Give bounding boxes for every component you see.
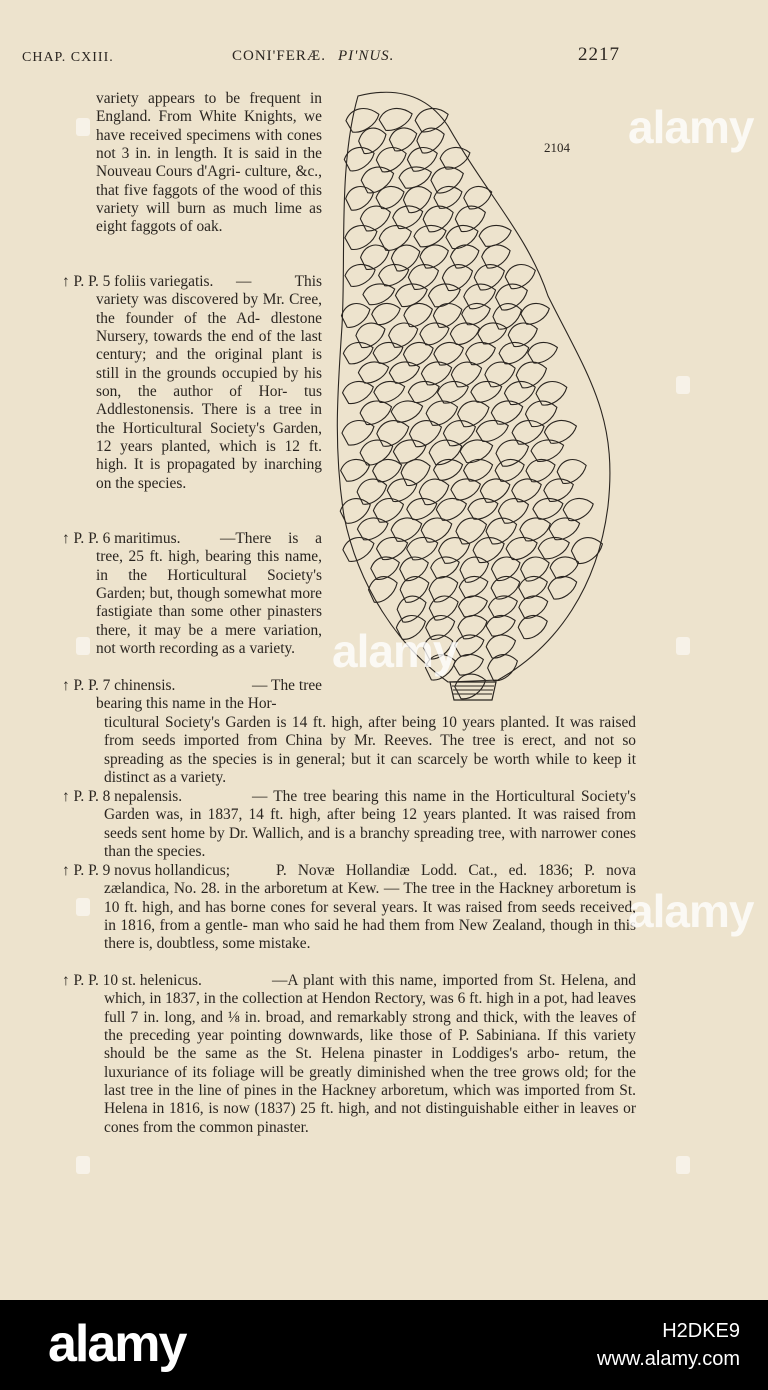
alamy-logo: alamy <box>48 1315 186 1373</box>
text-line: retum, the luxuriance of its foliage will be greatly diminished when <box>104 1045 636 1081</box>
text-line: tree is erect, and not so spreading as the species is in general; but <box>104 732 636 768</box>
cone-scale <box>485 362 515 387</box>
cone-scale <box>373 342 403 363</box>
text-line: ticultural Society's Garden is 14 ft. high, after being 10 years planted. <box>104 714 550 731</box>
text-line: of the wood of this variety <box>96 181 322 218</box>
text-line: man who said he had them from New Zealand, though in this <box>252 917 636 935</box>
cone-scale <box>408 265 438 290</box>
family-title <box>232 48 394 65</box>
text-line: his son, the author of Hor- <box>96 364 322 401</box>
text-line: It is propagated by inarching <box>133 456 322 474</box>
text-line: — This <box>236 273 322 290</box>
chapter-label: CHAP. CXIII. <box>22 50 114 65</box>
cone-scale <box>548 577 577 600</box>
cone-scale <box>434 186 462 208</box>
cone-scale <box>528 342 558 363</box>
text-line: Society's Garden; but, though <box>96 566 322 603</box>
cone-scale <box>438 381 469 403</box>
text-line: name, in the Horticultural <box>96 548 322 584</box>
text-line: years. It was raised from seeds received, in 1816, from a gentle- <box>104 898 636 935</box>
cone-scale <box>357 518 388 540</box>
watermark-overlay: alamy <box>332 625 458 677</box>
cone-scale <box>379 264 409 285</box>
cone-scale <box>363 284 395 305</box>
image-id: H2DKE9 <box>662 1320 740 1342</box>
watermark-mark-icon <box>676 376 690 394</box>
cone-scale <box>459 596 488 617</box>
text-line: P. Novæ Hollandiæ Lodd. Cat., ed. 1836; P. <box>276 862 595 879</box>
cone-scale <box>358 362 388 383</box>
cone-scale <box>443 421 475 446</box>
text-line: Hackney arboretum, which was imported from St. Helena in 1816, <box>104 1082 636 1118</box>
watermark-mark-icon <box>76 118 90 136</box>
cone-scale <box>521 303 549 324</box>
cone-scale <box>372 303 400 324</box>
variety-entry-wide <box>104 714 636 787</box>
cone-scale <box>391 401 422 422</box>
text-line: was 6 ft. high in a pot, had leaves full 7 in. long, and ⅛ in. broad, and <box>104 990 636 1026</box>
text-line: it can scarcely be worth while to keep it distinct as a variety. <box>104 750 636 787</box>
cone-scale <box>557 460 586 484</box>
cone-scale <box>518 616 547 639</box>
text-line: tree, 25 ft. high, bearing this <box>96 548 280 566</box>
cone-scale <box>549 518 580 540</box>
cone-scale <box>460 557 489 582</box>
cone-scale <box>538 537 569 558</box>
pine-cone-illustration-icon <box>328 86 628 706</box>
watermark-overlay: alamy <box>628 885 754 937</box>
text-line: there is, doubtless, some mistake. <box>104 935 311 953</box>
text-line: eight faggots of oak. <box>96 218 223 236</box>
variety-heading: ↑ P. P. 6 maritimus. <box>62 530 181 547</box>
running-header <box>0 44 768 70</box>
watermark-mark-icon <box>76 1156 90 1174</box>
cone-scale <box>533 498 563 519</box>
variety-heading: ↑ P. P. 9 novus hollandicus; <box>62 862 231 879</box>
cone-scale <box>462 303 490 324</box>
cone-scale <box>346 109 379 133</box>
text-line: — The tree <box>252 677 322 694</box>
cone-scale <box>451 362 481 387</box>
text-line: or cones from the common pinaster. <box>104 1100 636 1136</box>
text-line: is now (1837) 25 ft. high, and not distinguishable either in leaves <box>208 1100 619 1118</box>
cone-scale <box>374 381 405 402</box>
cone-scale <box>379 108 412 130</box>
cone-scale <box>428 284 460 307</box>
cone-scale <box>464 187 492 209</box>
cone-scale <box>563 498 593 520</box>
text-line: the tree grows old; for the last tree in the line of pines in the <box>104 1063 636 1100</box>
text-line: It was raised from seeds imported from China by Mr. Reeves. The <box>104 714 636 750</box>
variety-entry <box>96 273 322 493</box>
watermark-mark-icon <box>676 1156 690 1174</box>
cone-scale <box>343 538 374 562</box>
text-line: culture, &c., that five faggots <box>96 163 322 199</box>
text-line: Helena, and which, in 1837, in the collection at Hendon Rectory, <box>104 972 636 1008</box>
family-name: CONI'FERÆ. <box>232 48 326 64</box>
cone-scale <box>478 323 507 344</box>
watermark-overlay: alamy <box>628 101 754 153</box>
cone-scale <box>345 264 375 286</box>
text-line: specimens with cones not <box>96 126 322 163</box>
cone-scale <box>407 498 437 519</box>
text-line: and the original plant is still <box>96 346 322 382</box>
cone-scale <box>421 518 452 542</box>
cone-scale <box>436 498 466 520</box>
figure-number: 2104 <box>544 140 570 155</box>
text-line: nova zælandica, No. 28. in the arboretum at Kew. — The tree in the <box>104 862 636 898</box>
cone-scale <box>407 538 438 560</box>
text-line: tus Addlestonensis. There is <box>96 383 322 419</box>
text-line: —There is a <box>220 530 322 547</box>
watermark-mark-icon <box>76 898 90 916</box>
text-line: bearing this name in the Hor- <box>96 695 277 713</box>
text-line: —A plant with this name, imported from St. <box>272 972 556 989</box>
text-line: Society's Garden, 12 years <box>96 419 322 456</box>
cone-scale <box>359 128 386 153</box>
cone-scale <box>495 459 524 481</box>
text-line: planted. It was raised from seeds sent home by Dr. Wallich, and <box>104 806 636 842</box>
cone-scale <box>377 421 409 447</box>
variety-entry <box>104 788 636 861</box>
cone-scale <box>486 615 515 636</box>
cone-scale <box>395 284 427 307</box>
text-line: some other pinasters there, it <box>96 603 322 639</box>
text-line: on the species. <box>96 474 187 492</box>
cone-scale <box>571 538 602 564</box>
cone-scale <box>440 147 470 169</box>
cone-scale <box>489 596 518 617</box>
variety-heading: ↑ P. P. 5 foliis variegatis. <box>62 273 214 290</box>
cone-scale <box>471 381 502 402</box>
variety-heading: ↑ P. P. 7 chinensis. <box>62 677 176 694</box>
genus-name: PI'NUS. <box>337 48 395 64</box>
text-line: a tree in the Horticultural <box>96 401 323 437</box>
cone-scale <box>450 323 479 345</box>
text-line: may be a mere variation, not <box>96 621 322 658</box>
page-number: 2217 <box>578 44 620 65</box>
text-line: — The tree bearing this name in the Horticultural <box>252 788 575 805</box>
cone-scale <box>521 557 550 581</box>
text-line: dlestone Nursery, towards <box>96 309 322 346</box>
cone-scale <box>393 440 426 463</box>
text-line: pointing downwards, like those of P. Sabiniana. If this variety <box>230 1027 636 1045</box>
cone-scale <box>459 576 488 597</box>
text-line: worth recording as a variety. <box>119 640 296 658</box>
cone-scale <box>376 148 406 172</box>
text-line: 3 in. in length. It is said in <box>121 145 298 163</box>
text-line: Hackney arboretum is 10 ft. high, and has borne cones for several <box>104 880 636 916</box>
cone-scale <box>344 148 374 171</box>
cone-scale <box>343 381 374 403</box>
cone-scale <box>526 460 555 482</box>
site-url[interactable]: www.alamy.com <box>597 1348 740 1370</box>
watermark-mark-icon <box>676 637 690 655</box>
variety-heading: ↑ P. P. 10 st. helenicus. <box>62 972 202 989</box>
variety-entry <box>96 530 322 658</box>
cone-scale <box>379 226 411 251</box>
cone-scale <box>423 206 453 232</box>
text-line: in the grounds occupied by <box>124 364 299 382</box>
text-line: is a branchy spreading tree, with narrower cones than the species. <box>104 824 636 861</box>
watermark-mark-icon <box>76 637 90 655</box>
cone-scale <box>493 304 521 330</box>
text-line: the Nouveau Cours d'Agri- <box>96 145 322 181</box>
cone-scale <box>479 225 511 246</box>
cone-scale <box>505 265 535 289</box>
stock-photo-footer <box>0 1300 768 1390</box>
text-line: the end of the last century; <box>96 328 322 364</box>
variety-heading: ↑ P. P. 8 nepalensis. <box>62 788 183 805</box>
cone-scale <box>466 343 496 365</box>
text-line: somewhat more fastigiate than <box>96 585 322 621</box>
cone-scale <box>399 167 431 188</box>
text-line: Knights, we have received <box>96 108 322 144</box>
cone-scale <box>550 557 579 578</box>
cone-scale <box>455 206 485 232</box>
text-line: variety appears to be frequent <box>96 90 301 107</box>
entry-continuation <box>96 90 322 237</box>
cone-scale <box>360 206 390 231</box>
cone-scale <box>498 499 528 524</box>
text-line: will burn as much lime as <box>146 200 322 218</box>
cone-scale <box>531 440 564 461</box>
text-line: should be the same as the St. Helena pinaster in Loddiges's arbo- <box>104 1045 560 1063</box>
cone-scale <box>403 187 431 213</box>
text-line: Cree, the founder of the Ad- <box>96 291 322 327</box>
variety-entry <box>104 862 636 954</box>
cone-scale <box>431 557 460 578</box>
cone-scale <box>420 323 449 345</box>
cone-scale <box>454 654 484 675</box>
cone-scale <box>456 518 487 544</box>
text-line: remarkably strong and thick, with the leaves of the preceding year <box>104 1008 636 1045</box>
cone-scale <box>346 187 374 211</box>
text-line: planted, which is 12 ft. high. <box>96 438 322 474</box>
text-line: Society's Garden was, in 1837, 14 ft. high, after being 12 years <box>104 788 636 824</box>
cone-scale <box>369 577 398 603</box>
text-line: in England. From White <box>96 90 322 126</box>
cone-scale <box>451 479 480 500</box>
variety-entry <box>104 972 636 1137</box>
variety-entry-narrow <box>96 677 322 714</box>
cone-scale <box>343 342 373 363</box>
text-line: variety was discovered by Mr. <box>96 291 285 309</box>
